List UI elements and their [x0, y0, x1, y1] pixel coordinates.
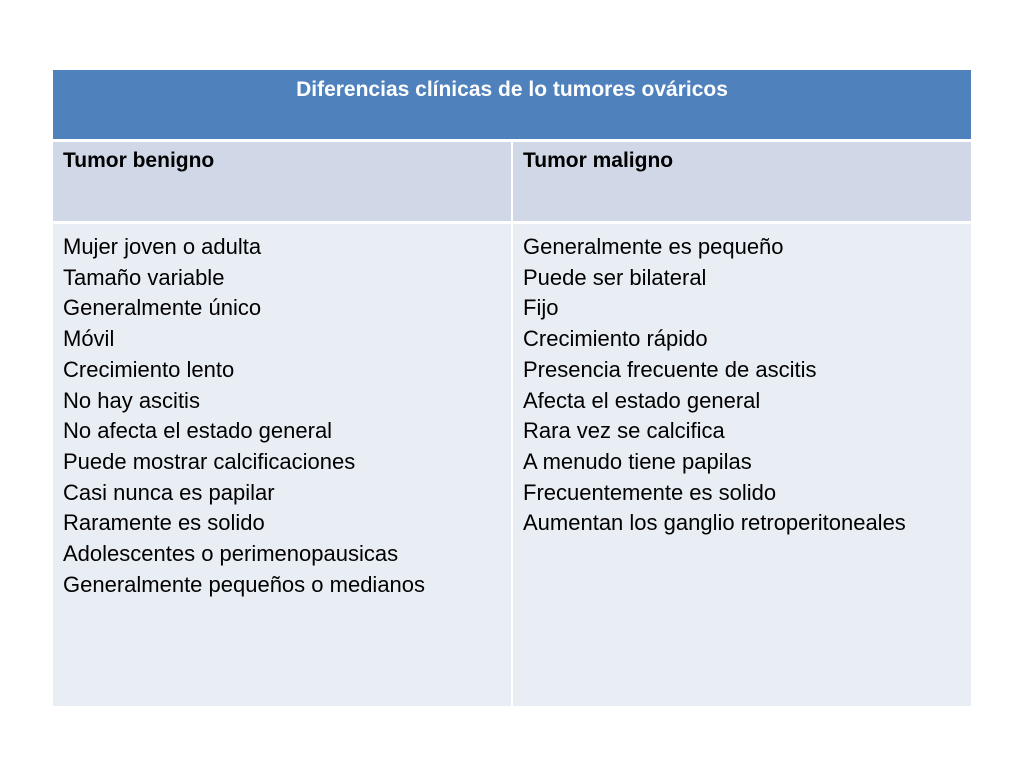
- list-item: Crecimiento rápido: [523, 326, 708, 352]
- list-item: Crecimiento lento: [63, 356, 235, 382]
- list-item: Afecta el estado general: [523, 387, 761, 413]
- list-item: Presencia frecuente de ascitis: [523, 356, 817, 382]
- list-item: Mujer joven o adulta: [63, 234, 262, 259]
- list-item: Adolescentes o perimenopausicas: [63, 541, 399, 567]
- malignant-features-cell: [513, 224, 971, 706]
- list-item: Raramente es solido: [63, 510, 265, 536]
- table-title: Diferencias clínicas de lo tumores ováricos: [53, 70, 971, 139]
- list-item: Generalmente es pequeño: [523, 234, 784, 259]
- list-item: Puede mostrar calcificaciones: [63, 448, 356, 474]
- column-header-malignant: Tumor maligno: [513, 142, 971, 221]
- list-item: Frecuentemente es solido: [523, 479, 777, 505]
- list-item: Puede ser bilateral: [523, 264, 707, 290]
- list-item: Casi nunca es papilar: [63, 479, 275, 505]
- list-item: Móvil: [63, 326, 115, 352]
- list-item: Aumentan los ganglio retroperitoneales: [523, 510, 906, 536]
- list-item: Generalmente único: [63, 295, 262, 321]
- comparison-table: [53, 70, 971, 706]
- list-item: No hay ascitis: [63, 387, 200, 413]
- list-item: Generalmente pequeños o medianos: [63, 571, 426, 597]
- column-header-benign: Tumor benigno: [53, 142, 511, 221]
- list-item: A menudo tiene papilas: [523, 448, 752, 474]
- benign-features-cell: [53, 224, 511, 706]
- list-item: Tamaño variable: [63, 264, 225, 290]
- list-item: No afecta el estado general: [63, 418, 333, 444]
- list-item: Fijo: [523, 295, 559, 321]
- list-item: Rara vez se calcifica: [523, 418, 725, 444]
